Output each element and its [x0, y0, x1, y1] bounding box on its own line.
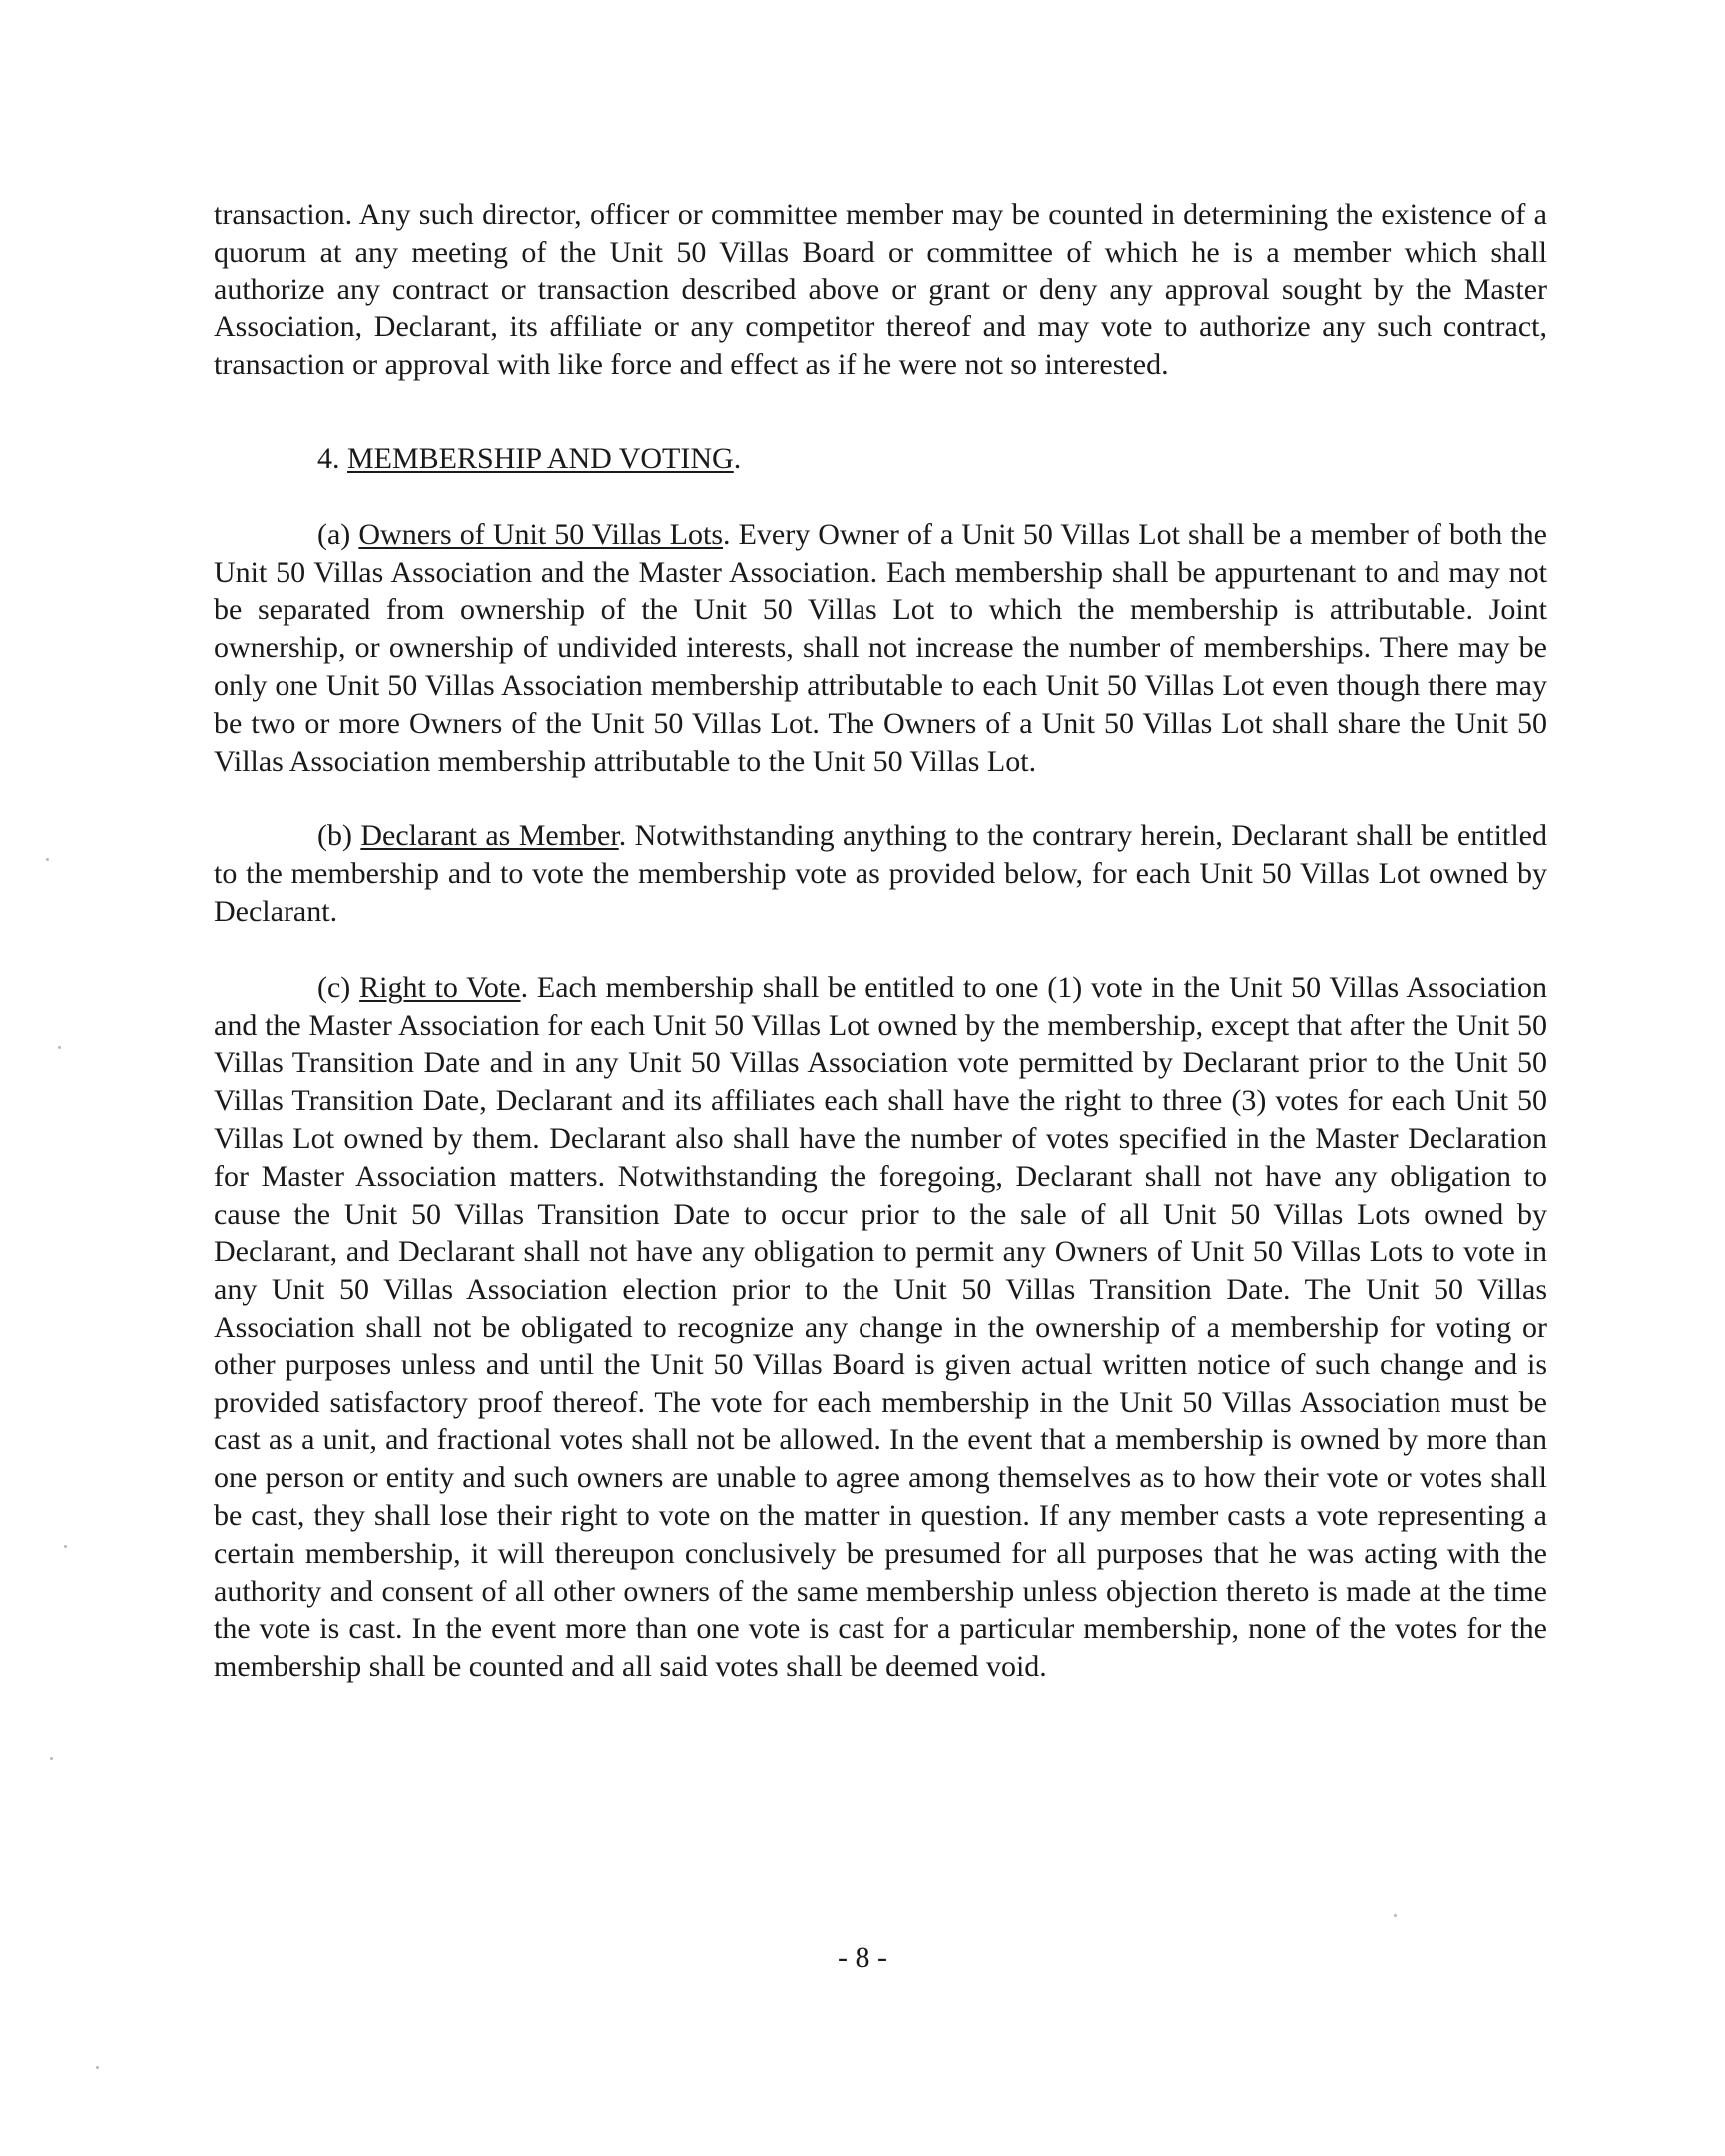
subsection-a-body: . Every Owner of a Unit 50 Villas Lot shall be a member of both the Unit 50 Villas Association and the Master Association. Each membership shall be appurtenant to and may not be separated from ownership of the Unit 50 Villas Lot to which the membership is attributable. Joint ownership, or ownership of undivided interests, shall not increase the number of memberships. There may be only one Unit 50 Villas Association membership attributable to each Unit 50 Villas Lot even though there may be two or more Owners of the Unit 50 Villas Lot. The Owners of a Unit 50 Villas Lot shall share the Unit 50 Villas Association membership attributable to the Unit 50 Villas Lot.: [214, 517, 1547, 778]
scan-speck: [46, 858, 49, 861]
scan-speck: [1394, 1914, 1397, 1917]
subsection-a-label: (a): [317, 517, 351, 551]
subsection-c-body: . Each membership shall be entitled to one (1) vote in the Unit 50 Villas Association and the Master Association for each Unit 50 Villas Lot owned by the membership, except that after the Unit 50 Villas Transition Date and in any Unit 50 Villas Association vote permitted by Declarant prior to the Unit 50 Villas Transition Date, Declarant and its affiliates each shall have the right to three (3) votes for each Unit 50 Villas Lot owned by them. Declarant also shall have the number of votes specified in the Master Declaration for Master Association matters. Notwithstanding the foregoing, Declarant shall not have any obligation to cause the Unit 50 Villas Transition Date to occur prior to the sale of all Unit 50 Villas Lots owned by Declarant, and Declarant shall not have any obligation to permit any Owners of Unit 50 Villas Lots to vote in any Unit 50 Villas Association election prior to the Unit 50 Villas Transition Date. The Unit 50 Villas Association shall not be obligated to recognize any change in the ownership of a membership for voting or other purposes unless and until the Unit 50 Villas Board is given actual written notice of such change and is provided satisfactory proof thereof. The vote for each membership in the Unit 50 Villas Association must be cast as a unit, and fractional votes shall not be allowed. In the event that a membership is owned by more than one person or entity and such owners are unable to agree among themselves as to how their vote or votes shall be cast, they shall lose their right to vote on the matter in question. If any member casts a vote representing a certain membership, it will thereupon conclusively be presumed for all purposes that he was acting with the authority and consent of all other owners of the same membership unless objection thereto is made at the time the vote is cast. In the event more than one vote is cast for a particular membership, none of the votes for the membership shall be counted and all said votes shall be deemed void.: [214, 970, 1548, 1684]
continued-paragraph: transaction. Any such director, officer or committee member may be counted in determining the existence of a quorum at any meeting of the Unit 50 Villas Board or committee of which he is a member which shall authorize any contract or transaction described above or grant or deny any approval sought by the Master Association, Declarant, its affiliate or any competitor thereof and may vote to authorize any such contract, transaction or approval with like force and effect as if he were not so interested.: [214, 198, 1547, 382]
subsection-b-label: (b): [317, 819, 352, 853]
subsection-c-label: (c): [317, 970, 351, 1004]
document-body: [214, 196, 1547, 1686]
page-number: - 8 -: [838, 1941, 887, 1974]
section-heading: [214, 440, 1547, 478]
subsection-b-title: Declarant as Member: [360, 819, 619, 853]
scan-speck: [64, 1545, 67, 1548]
section-number: 4.: [317, 441, 340, 475]
subsection-b-body: . Notwithstanding anything to the contrary herein, Declarant shall be entitled to the membership and to vote the membership vote as provided below, for each Unit 50 Villas Lot owned by Declarant.: [214, 819, 1548, 928]
subsection-b: [214, 817, 1547, 930]
subsection-a-title: Owners of Unit 50 Villas Lots: [358, 517, 724, 551]
subsection-c: [214, 969, 1547, 1686]
scan-speck: [58, 1046, 61, 1049]
section-title-suffix: .: [733, 441, 742, 475]
scan-speck: [50, 1757, 53, 1760]
subsection-a: [214, 516, 1547, 781]
scan-speck: [96, 2066, 99, 2069]
subsection-c-title: Right to Vote: [359, 970, 521, 1004]
section-title: MEMBERSHIP AND VOTING: [347, 441, 734, 475]
